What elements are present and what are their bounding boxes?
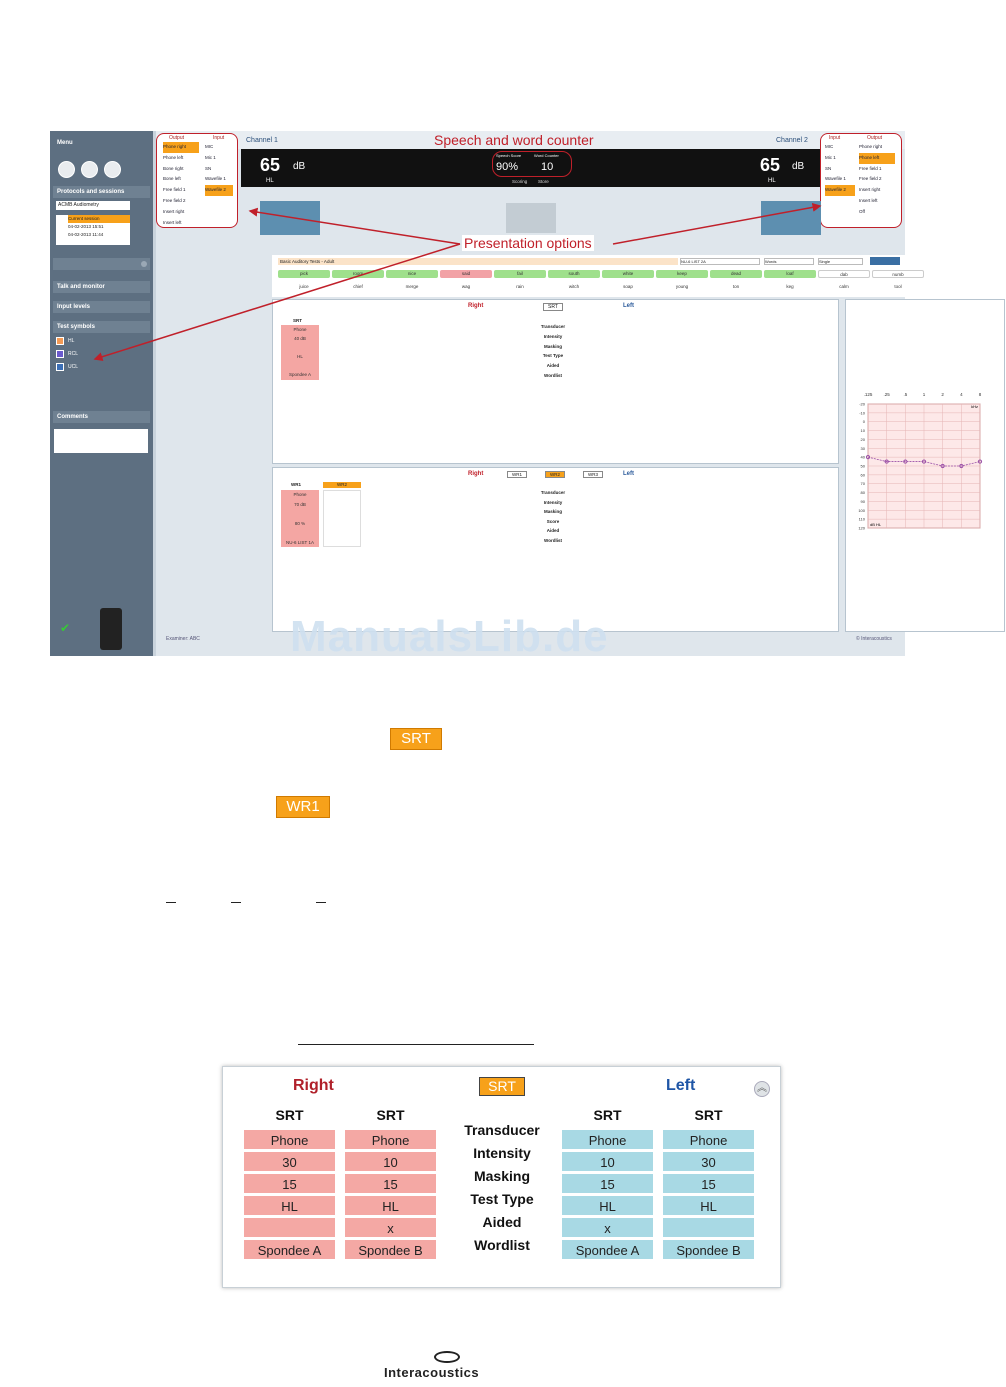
channel2-value: 65 xyxy=(760,155,781,175)
input-header: Input xyxy=(213,135,225,141)
wr-cell: NU-6 LIST 1A xyxy=(286,539,314,545)
srt-cell[interactable] xyxy=(662,1217,755,1238)
freq-tick-label: .125 xyxy=(863,392,873,397)
menu-label[interactable]: Menu xyxy=(57,140,73,146)
session-item[interactable]: Current session xyxy=(68,215,130,223)
freq-tick-label: .5 xyxy=(903,392,908,397)
output-option[interactable]: Free field 2 xyxy=(859,176,882,182)
db-tick-label: 100 xyxy=(858,507,865,513)
output-option[interactable]: Insert left xyxy=(163,219,182,225)
presentation-annotation: Presentation options xyxy=(464,235,592,251)
store-label[interactable]: Store xyxy=(538,179,549,184)
row-label: Aided xyxy=(482,1214,522,1230)
db-tick-label: 30 xyxy=(860,445,865,451)
srt-cell[interactable]: x xyxy=(344,1217,437,1238)
srt-cell: Spondee A xyxy=(288,372,312,377)
word-button[interactable]: nice xyxy=(386,270,438,278)
row-label: Transducer xyxy=(464,1122,540,1138)
srt-cell[interactable]: HL xyxy=(662,1195,755,1216)
input-option[interactable]: Mic 1 xyxy=(825,154,836,160)
db-tick-label: 110 xyxy=(858,516,865,522)
input-option[interactable]: Wavefile 2 xyxy=(825,185,855,196)
freq-tick-label: 8 xyxy=(978,392,982,397)
word-button[interactable]: pick xyxy=(278,270,330,278)
srt-cell[interactable]: Spondee A xyxy=(243,1239,336,1260)
db-tick-label: 20 xyxy=(860,436,865,442)
annotation-arrows xyxy=(50,131,908,656)
srt-zoom-panel xyxy=(222,1066,781,1288)
underline-mark xyxy=(298,1044,534,1045)
db-tick-label: 0 xyxy=(862,419,865,425)
input-header: Input xyxy=(829,135,841,141)
right-label: Right xyxy=(468,303,484,309)
srt-cell[interactable]: 30 xyxy=(243,1151,336,1172)
word-counter-label: Word Counter xyxy=(534,153,559,158)
word-item[interactable]: soap xyxy=(623,284,633,289)
row-label: Wordlist xyxy=(474,1237,530,1253)
session-item[interactable]: 04-02-2013 15:51 xyxy=(68,224,104,229)
word-item[interactable]: young xyxy=(675,284,689,289)
srt-cell[interactable]: 15 xyxy=(561,1173,654,1194)
output-option[interactable]: Insert right xyxy=(163,208,185,214)
word-button[interactable]: white xyxy=(602,270,654,278)
output-option[interactable]: Phone right xyxy=(163,142,199,153)
input-option[interactable]: MIC xyxy=(205,144,214,149)
software-screenshot xyxy=(50,131,982,656)
dash-mark xyxy=(316,902,326,903)
srt-cell[interactable]: Phone xyxy=(344,1129,437,1150)
wr-cell: 70 dB xyxy=(294,501,306,507)
row-label: Wordlist xyxy=(544,372,562,378)
examiner-label: Examiner: ABC xyxy=(166,636,200,642)
row-label: Aided xyxy=(546,528,560,534)
output-option[interactable]: Free field 2 xyxy=(163,197,186,203)
srt-cell[interactable]: 15 xyxy=(243,1173,336,1194)
input-option[interactable]: MIC xyxy=(825,144,834,149)
channel2-label: Channel 2 xyxy=(776,137,808,144)
srt-cell[interactable]: x xyxy=(561,1217,654,1238)
srt-button-image: SRT xyxy=(390,728,442,750)
row-label: Intensity xyxy=(543,333,563,339)
row-label: Wordlist xyxy=(544,537,562,543)
wr2-tab[interactable]: WR2 xyxy=(545,471,565,478)
db-tick-label: -10 xyxy=(859,410,865,416)
channel2-unit: dB xyxy=(792,161,805,172)
input-levels-header[interactable]: Input levels xyxy=(53,301,150,313)
channel1-value: 65 xyxy=(260,155,281,175)
input-option[interactable]: Mic 1 xyxy=(205,154,216,160)
output-header: Output xyxy=(867,135,883,141)
input-option[interactable]: Wavefile 2 xyxy=(205,185,233,196)
srt-cell[interactable]: 15 xyxy=(662,1173,755,1194)
srt-cell[interactable]: 15 xyxy=(344,1173,437,1194)
audiogram-unit: kHz xyxy=(971,404,978,409)
channel1-label: Channel 1 xyxy=(246,137,278,144)
db-tick-label: 120 xyxy=(858,525,865,531)
freq-tick-label: .25 xyxy=(883,392,890,397)
word-button[interactable]: fail xyxy=(494,270,546,278)
db-tick-label: 10 xyxy=(860,428,865,434)
test-title: Basic Auditory Tests - Adult xyxy=(278,258,678,265)
db-tick-label: -20 xyxy=(859,401,865,407)
right-label: Right xyxy=(468,471,484,477)
speech-score-value: 90% xyxy=(496,161,519,173)
wr-cell: 80 % xyxy=(294,520,306,526)
word-button[interactable]: loaf xyxy=(764,270,816,278)
output-option[interactable]: Free field 1 xyxy=(163,187,186,193)
row-label: Intensity xyxy=(473,1145,531,1161)
wr-col-head[interactable]: WR2 xyxy=(323,482,361,488)
word-item[interactable]: keg xyxy=(786,284,794,289)
row-label: Transducer xyxy=(540,324,566,329)
row-label: Test Type xyxy=(542,353,564,359)
output-option[interactable]: Insert left xyxy=(859,197,878,203)
word-item[interactable]: juice xyxy=(299,284,309,289)
input-option[interactable]: Wavefile 1 xyxy=(205,176,226,182)
word-item[interactable]: chief xyxy=(353,284,363,289)
word-button[interactable]: south xyxy=(548,270,600,278)
output-option[interactable]: Free field 1 xyxy=(859,165,882,171)
talk-monitor-header[interactable]: Talk and monitor xyxy=(53,281,150,293)
db-tick-label: 50 xyxy=(860,463,865,469)
row-label: Score xyxy=(546,518,560,524)
row-label: Transducer xyxy=(540,490,566,495)
srt-cell[interactable]: HL xyxy=(561,1195,654,1216)
scoring-label[interactable]: Scoring xyxy=(512,179,528,184)
left-heading: Left xyxy=(666,1077,696,1094)
srt-cell[interactable]: Spondee A xyxy=(561,1239,654,1260)
word-button[interactable]: room xyxy=(332,270,384,278)
srt-cell[interactable]: 30 xyxy=(662,1151,755,1172)
wr1-tab[interactable]: WR1 xyxy=(507,471,527,478)
srt-column-head: SRT xyxy=(275,1107,304,1123)
output-option[interactable]: Phone right xyxy=(859,144,883,149)
dash-mark xyxy=(166,902,176,903)
chevron-up-icon[interactable]: ︽ xyxy=(754,1081,770,1097)
right-heading: Right xyxy=(293,1077,334,1094)
protocol-select[interactable]: ACMB Audiometry xyxy=(56,201,130,210)
output-option[interactable]: Insert right xyxy=(859,187,881,193)
dash-mark xyxy=(231,902,241,903)
srt-cell[interactable]: Phone xyxy=(662,1129,755,1150)
left-label: Left xyxy=(623,471,634,477)
row-label: Intensity xyxy=(543,499,563,505)
srt-col-head: SRT xyxy=(293,318,302,323)
word-button[interactable]: numb xyxy=(872,270,924,278)
output-option[interactable]: Phone left xyxy=(859,153,895,164)
left-label: Left xyxy=(623,303,634,309)
audiogram-y-unit: dB HL xyxy=(870,522,882,527)
row-label: Test Type xyxy=(470,1191,534,1207)
logo-mark-icon xyxy=(434,1351,460,1363)
word-button[interactable]: said xyxy=(440,270,492,278)
symbol-label: HL xyxy=(68,338,75,344)
srt-cell[interactable]: 10 xyxy=(344,1151,437,1172)
row-label: Masking xyxy=(543,509,562,515)
wr3-tab[interactable]: WR3 xyxy=(583,471,603,478)
symbol-label: RCL xyxy=(68,351,79,357)
wr-col-head: WR1 xyxy=(291,482,301,487)
srt-cell[interactable]: Spondee B xyxy=(662,1239,755,1260)
db-tick-label: 60 xyxy=(860,472,865,478)
row-label: Aided xyxy=(546,363,560,369)
srt-cell[interactable]: Spondee B xyxy=(344,1239,437,1260)
speech-score-label: Speech Score xyxy=(496,153,522,158)
watermark: ManualsLib.de xyxy=(290,612,609,661)
srt-cell[interactable]: HL xyxy=(243,1195,336,1216)
checkmark-icon: ✔ xyxy=(60,621,71,635)
input-option[interactable]: Wavefile 1 xyxy=(825,176,846,182)
output-header: Output xyxy=(169,135,185,141)
word-button[interactable]: dab xyxy=(818,270,870,278)
comments-header[interactable]: Comments xyxy=(53,411,150,423)
list-select[interactable]: NU-6 LIST 2A xyxy=(680,258,760,265)
annotation-title: Speech and word counter xyxy=(434,132,594,148)
srt-column-head: SRT xyxy=(376,1107,405,1123)
symbol-label: UCL xyxy=(68,364,79,370)
test-symbols-header[interactable]: Test symbols xyxy=(53,321,150,333)
srt-cell: HL xyxy=(297,354,303,359)
session-item[interactable]: 04-02-2013 11:44 xyxy=(68,232,104,237)
word-item[interactable]: witch xyxy=(568,284,580,289)
wr1-button-image: WR1 xyxy=(276,796,330,818)
db-tick-label: 90 xyxy=(860,498,865,504)
db-tick-label: 40 xyxy=(860,454,865,460)
footer-logo: Interacoustics xyxy=(384,1365,480,1380)
output-option[interactable]: Bone right xyxy=(163,165,184,171)
input-option[interactable]: SN xyxy=(205,165,212,171)
word-item[interactable]: tool xyxy=(894,284,902,289)
mode-select[interactable]: Words xyxy=(764,258,814,265)
row-label: Masking xyxy=(543,343,562,349)
single-select[interactable]: Single xyxy=(818,258,863,265)
srt-button[interactable]: SRT xyxy=(479,1077,525,1096)
srt-cell[interactable]: Phone xyxy=(561,1129,654,1150)
srt-cell[interactable] xyxy=(243,1217,336,1238)
input-option[interactable]: SN xyxy=(825,165,832,171)
srt-cell[interactable]: Phone xyxy=(243,1129,336,1150)
db-tick-label: 80 xyxy=(860,490,865,496)
srt-cell: Phone xyxy=(293,327,307,332)
copyright-label: © Interacoustics xyxy=(856,636,892,642)
srt-column-head: SRT xyxy=(593,1107,622,1123)
row-label: Masking xyxy=(473,1168,530,1184)
channel1-sub: HL xyxy=(266,178,274,184)
freq-tick-label: 4 xyxy=(960,392,963,397)
srt-cell[interactable]: 10 xyxy=(561,1151,654,1172)
freq-tick-label: 2 xyxy=(941,392,944,397)
word-item[interactable]: ton xyxy=(732,284,740,289)
output-option[interactable]: Off xyxy=(859,208,865,214)
word-item[interactable]: rain xyxy=(516,284,524,289)
word-item[interactable]: wag xyxy=(461,284,471,289)
word-button[interactable]: keep xyxy=(656,270,708,278)
db-tick-label: 70 xyxy=(860,481,865,487)
srt-cell[interactable]: HL xyxy=(344,1195,437,1216)
channel2-sub: HL xyxy=(768,178,776,184)
srt-column-head: SRT xyxy=(694,1107,723,1123)
word-button[interactable]: dead xyxy=(710,270,762,278)
word-item[interactable]: calm xyxy=(839,284,849,289)
wr-cell: Phone xyxy=(293,492,307,497)
protocols-header[interactable]: Protocols and sessions xyxy=(53,186,150,198)
word-item[interactable]: merge xyxy=(405,284,419,289)
freq-tick-label: 1 xyxy=(922,392,926,397)
word-counter-value: 10 xyxy=(541,161,554,173)
srt-cell: 40 dB xyxy=(294,336,306,341)
output-option[interactable]: Phone left xyxy=(163,154,184,160)
output-option[interactable]: Bone left xyxy=(163,176,181,182)
srt-tab[interactable]: SRT xyxy=(543,303,563,311)
channel1-unit: dB xyxy=(293,161,306,172)
